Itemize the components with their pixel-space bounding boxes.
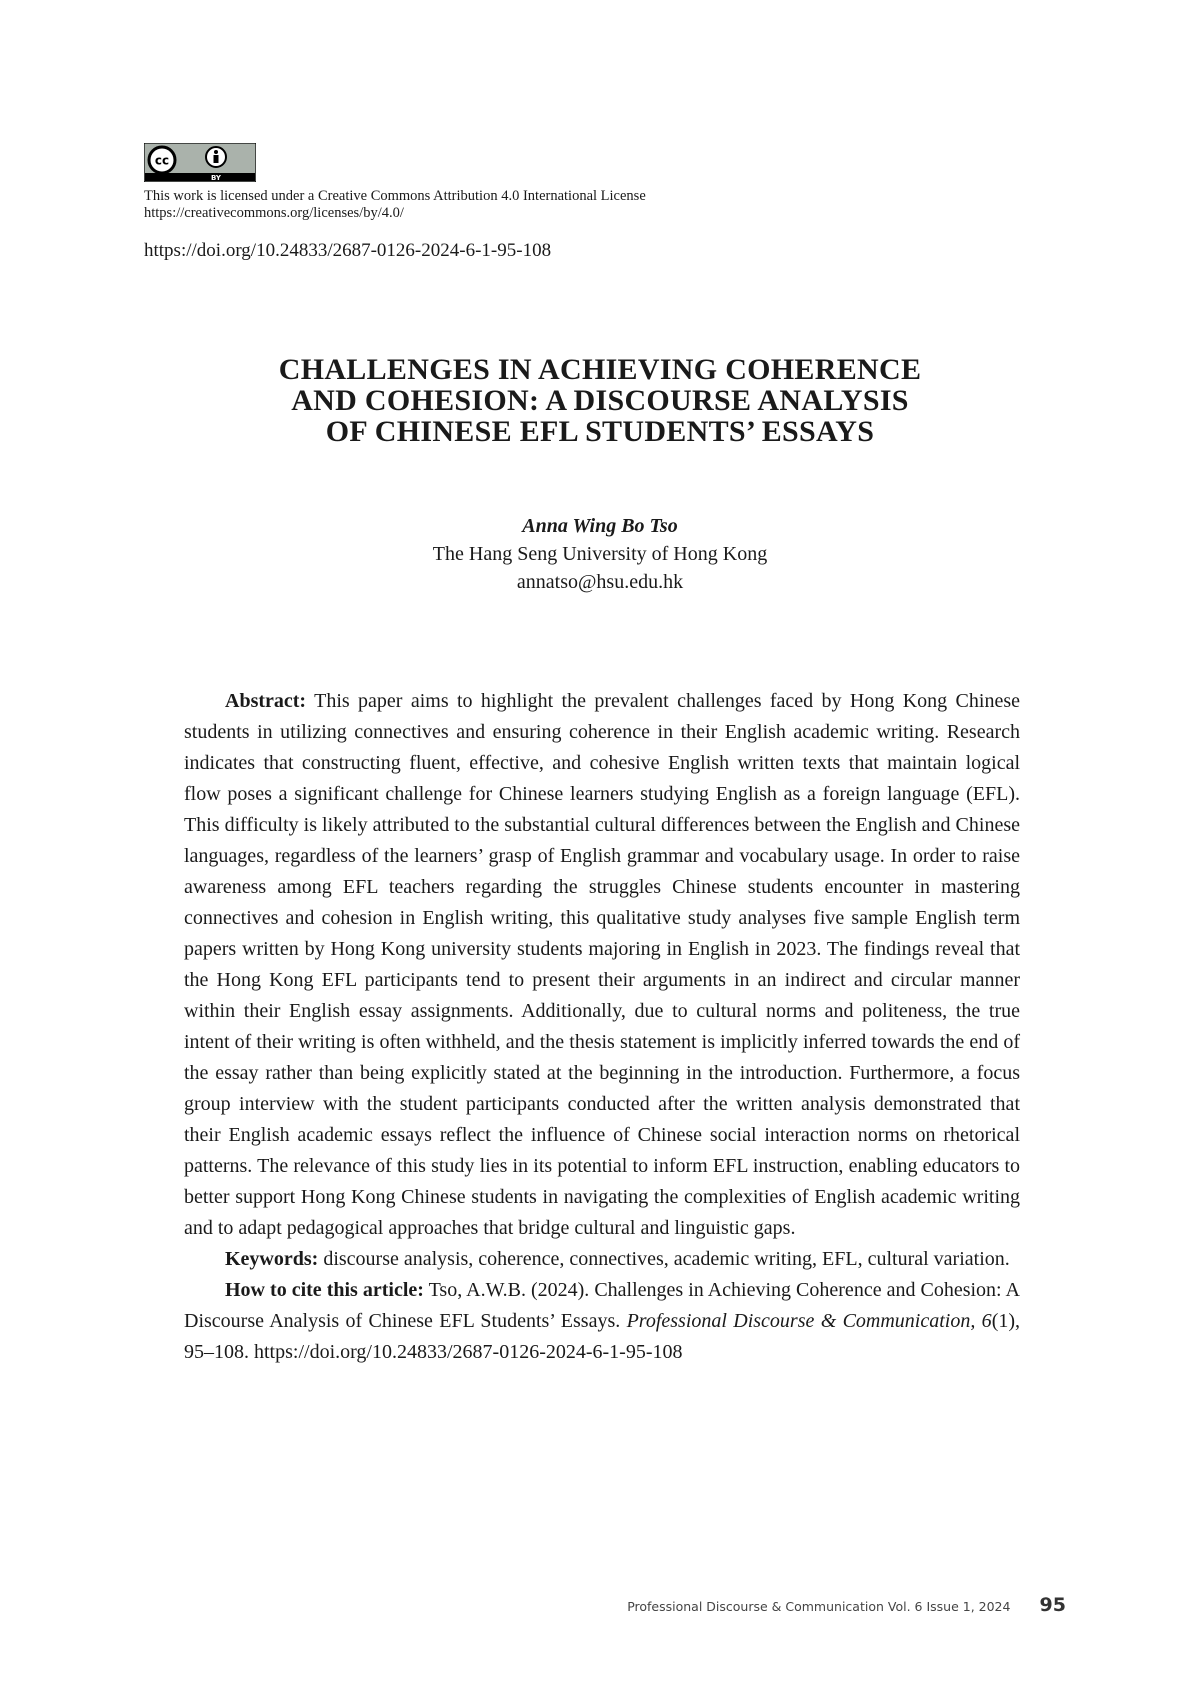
author-affiliation: The Hang Seng University of Hong Kong [150,540,1050,568]
abstract-paragraph [184,686,1020,1244]
citation-text-end: (1), 95–108. https://doi.org/10.24833/2687-0126-2024-6-1-95-108 [184,1310,1020,1363]
author-name: Anna Wing Bo Tso [150,512,1050,540]
page-footer [627,1594,1066,1616]
abstract-text: This paper aims to highlight the prevalent challenges faced by Hong Kong Chinese students in utilizing connectives and ensuring coherence in their English academic writing. Research indicates that constructing fluent, effective, and cohesive English written texts that maintain logical flow poses a significant challenge for Chinese learners studying English as a foreign language (EFL). This difficulty is likely attributed to the substantial cultural differences between the English and Chinese languages, regardless of the learners’ grasp of English grammar and vocabulary usage. In order to raise awareness among EFL teachers regarding the struggles Chinese students encounter in mastering connectives and cohesion in English writing, this qualitative study analyses five sample English term papers written by Hong Kong university students majoring in English in 2023. The findings reveal that the Hong Kong EFL participants tend to present their arguments in an indirect and circular manner within their English essay assignments. Additionally, due to cultural norms and politeness, the true intent of their writing is often withheld, and the thesis statement is implicitly inferred towards the end of the essay rather than being explicitly stated at the beginning in the introduction. Furthermore, a focus group interview with the student participants conducted after the written analysis demonstrated that their English academic essays reflect the influence of Chinese social interaction norms on rhetorical patterns. The relevance of this study lies in its potential to inform EFL instruction, enabling educators to better support Hong Kong Chinese students in navigating the complexities of English academic writing and to adapt pedagogical approaches that bridge cultural and linguistic gaps. [184,690,1020,1239]
abstract-section [184,686,1020,1368]
footer-journal-info: Professional Discourse & Communication Vol. 6 Issue 1, 2024 [627,1599,1010,1614]
cc-icon [149,147,175,173]
abstract-label: Abstract: [225,690,306,712]
citation-paragraph [184,1275,1020,1368]
license-url-link[interactable]: https://creativecommons.org/licenses/by/4.0/ [144,205,646,222]
doi-link[interactable]: https://doi.org/10.24833/2687-0126-2024-6-1-95-108 [144,239,551,263]
author-email[interactable]: annatso@hsu.edu.hk [150,568,1050,596]
keywords-text: discourse analysis, coherence, connectives, academic writing, EFL, cultural variation. [323,1248,1009,1270]
license-notice [144,188,646,222]
title-line: AND COHESION: A DISCOURSE ANALYSIS [150,385,1050,416]
by-label: BY [211,174,222,182]
attribution-person-icon [206,147,226,167]
author-block [150,512,1050,596]
license-statement: This work is licensed under a Creative Commons Attribution 4.0 International License [144,188,646,205]
title-line: OF CHINESE EFL STUDENTS’ ESSAYS [150,416,1050,447]
page-number: 95 [1040,1594,1066,1616]
title-line: CHALLENGES IN ACHIEVING COHERENCE [150,354,1050,385]
citation-text: Tso, A.W.B. (2024). Challenges in Achieving Coherence and Cohesion: A Discourse Analysis of Chinese EFL Students’ Essays. [184,1279,1020,1332]
keywords-paragraph [184,1244,1020,1275]
keywords-label: Keywords: [225,1248,318,1270]
citation-journal: Professional Discourse & Communication, 6 [627,1310,992,1332]
article-title [150,354,1050,447]
citation-label: How to cite this article: [225,1279,424,1301]
cc-icon-label: cc [155,154,169,168]
cc-by-license-badge [144,143,256,182]
